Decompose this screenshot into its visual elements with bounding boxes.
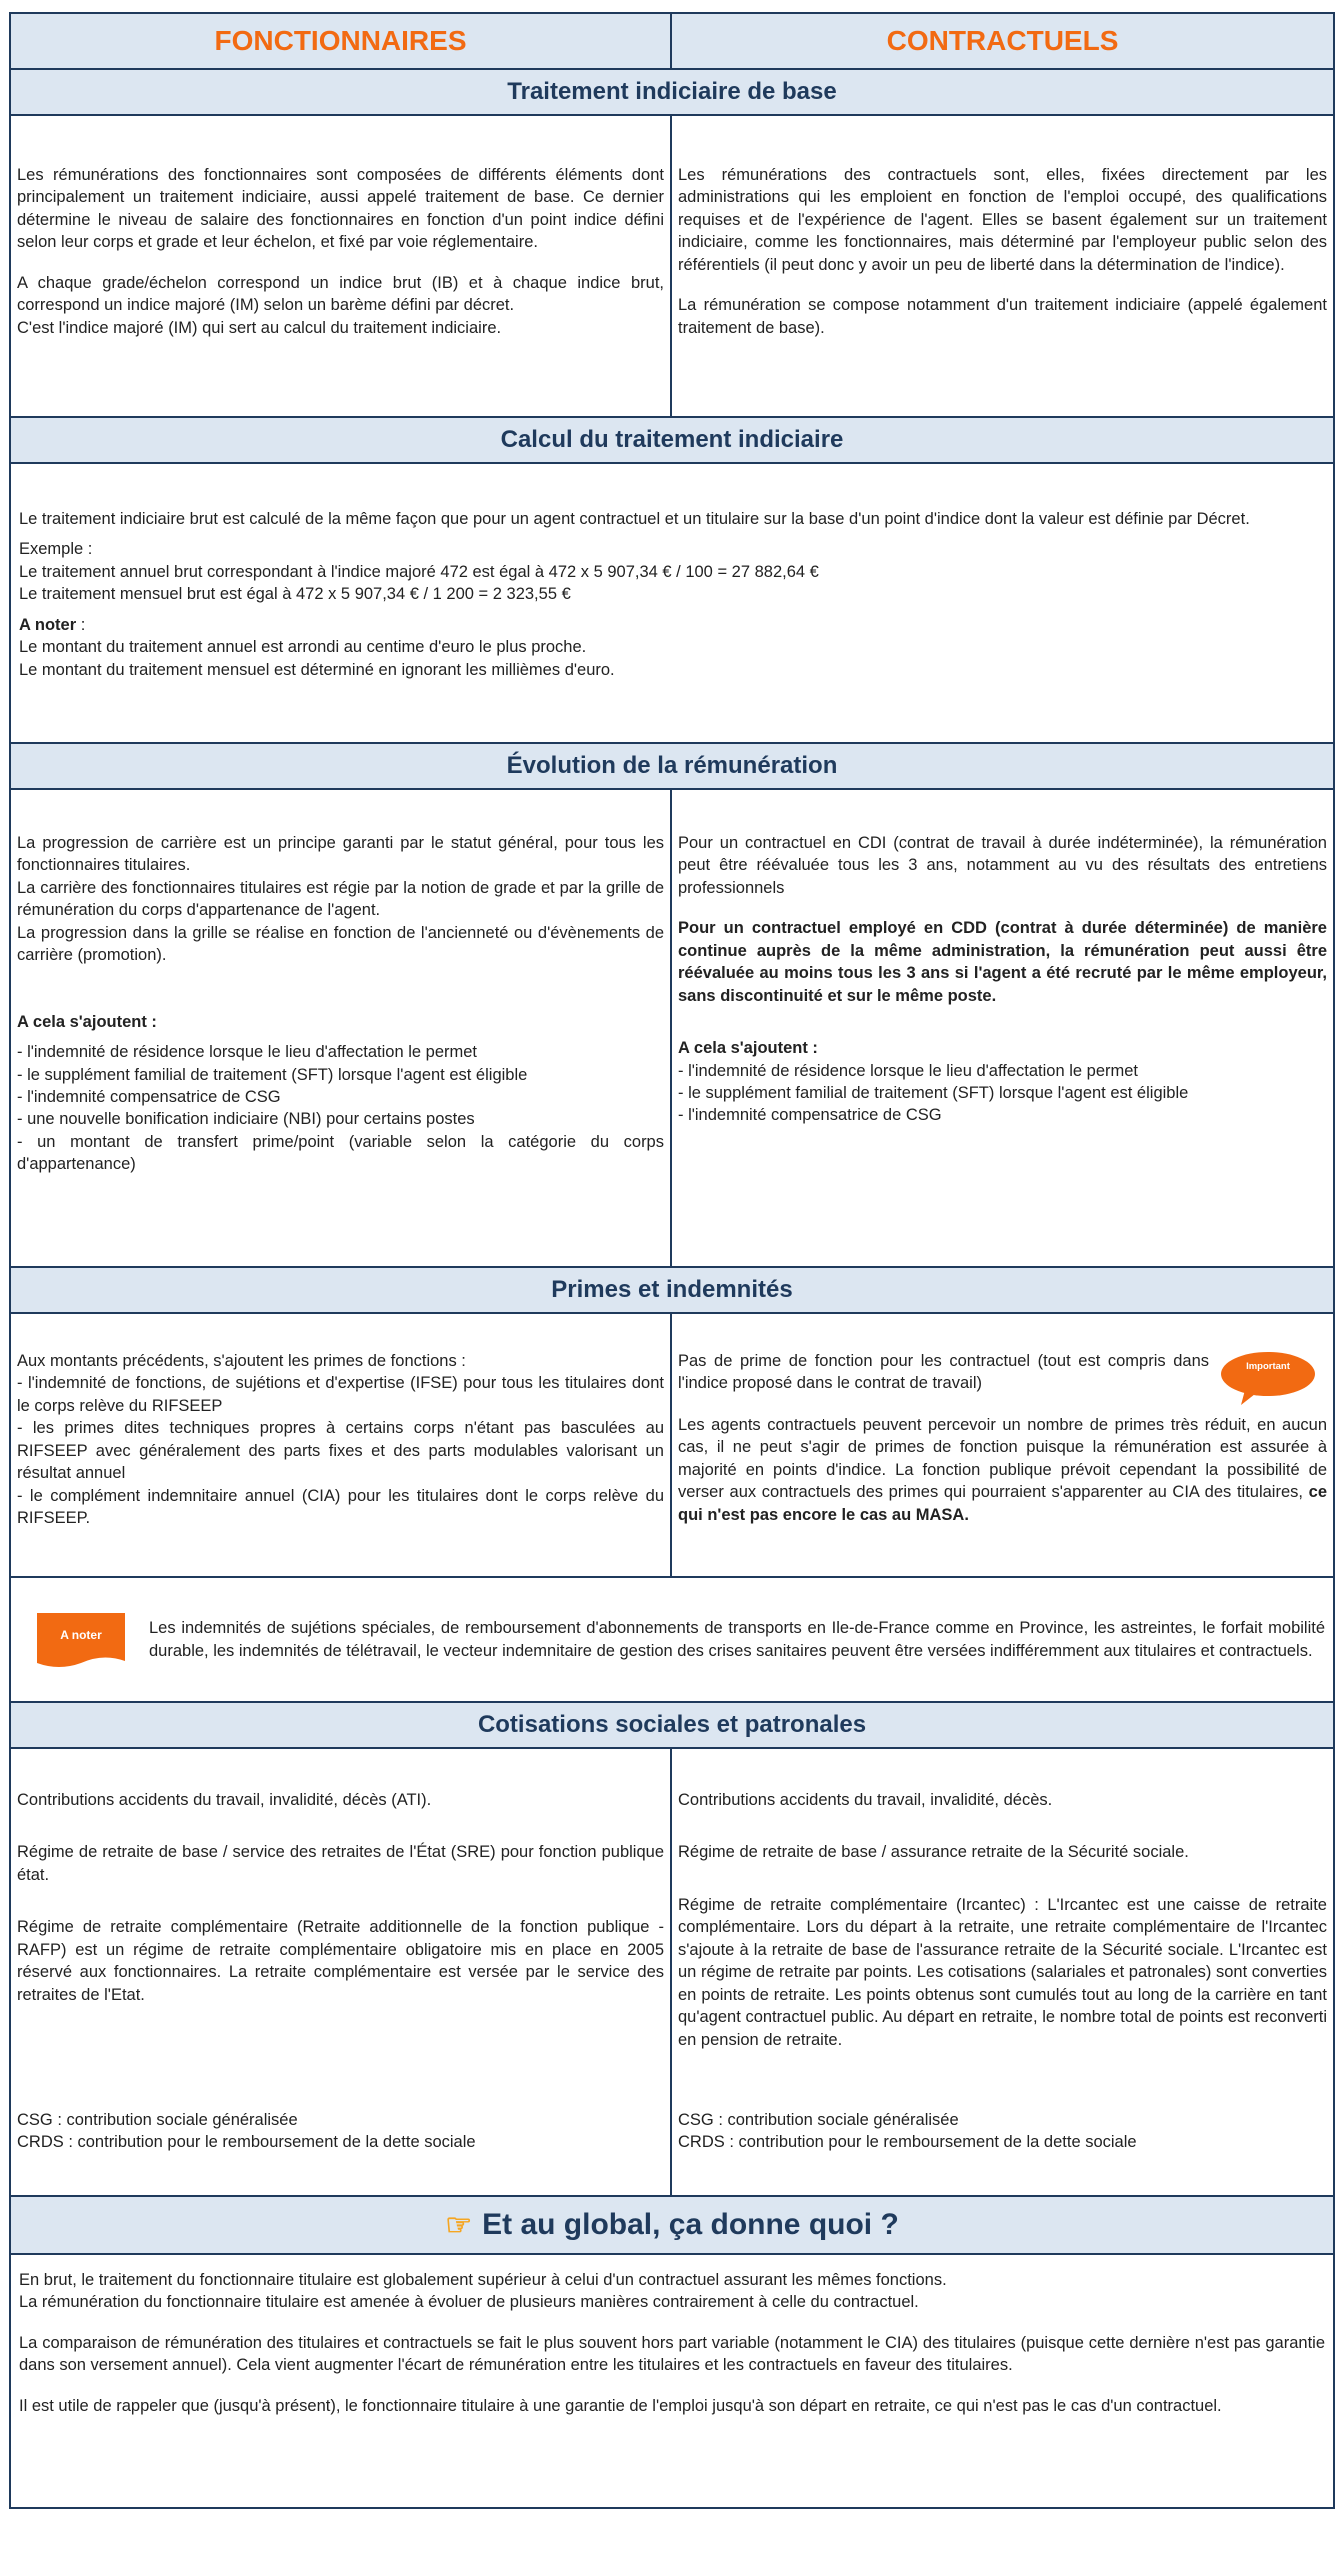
csg-line: CSG : contribution sociale généralisée [678, 2111, 959, 2129]
paragraph: La comparaison de rémunération des titulaires et contractuels se fait le plus souvent hors part variable (notamment le CIA) des titulaires (puisque cette dernière n'est pas garantie dans son versement annuel). Cela vient augmenter l'écart de rémunération entre les titulaires et les contractuels en faveur des titulaires. [19, 2333, 1325, 2375]
primes-left [11, 1314, 672, 1576]
cotisations-left [11, 1749, 672, 2195]
paragraph: Contributions accidents du travail, invalidité, décès. [678, 1791, 1053, 1809]
paragraph: En brut, le traitement du fonctionnaire titulaire est globalement supérieur à celui d'un contractuel assurant les mêmes fonctions. [19, 2271, 947, 2289]
example-line: Le traitement mensuel brut est égal à 472 x 5 907,34 € / 1 200 = 2 323,55 € [19, 585, 571, 604]
list-item: - le supplément familial de traitement (SFT) lorsque l'agent est éligible [17, 1065, 528, 1084]
paragraph: La rémunération se compose notamment d'un traitement indiciaire (appelé également traitement de base). [678, 296, 1327, 337]
note-banner-label: A noter [60, 1627, 102, 1642]
paragraph: La progression dans la grille se réalise en fonction de l'ancienneté ou d'évènements de carrière (promotion). [17, 923, 664, 965]
section-evolution-body [11, 790, 1333, 1266]
paragraph: Régime de retraite complémentaire (Ircantec) : L'Ircantec est une caisse de retraite complémentaire. Lors du départ à la retraite, une retraite complémentaire de l'Ircantec s'ajoute à la retraite de base de l'assurance retraite de la Sécurité sociale. L'Ircantec est un régime de retraite par points. Les cotisations (salariales et patronales) sont converties en points de retraite. Les points obtenus sont cumulés tout au long de la carrière en tant qu'agent contractuel public. Au départ en retraite, le nombre total de points est reconverti en pension de retraite. [678, 1895, 1327, 2049]
paragraph: Les rémunérations des contractuels sont, elles, fixées directement par les administrations qui les emploient en fonction de l'emploi occupé, des qualifications requises et de l'expérience de l'agent. Elles se basent également sur un traitement indiciaire, comme les fonctionnaires, mais déterminé par l'employeur public selon des référentiels (il peut donc y avoir un peu de liberté dans la détermination de l'indice). [678, 166, 1327, 274]
list-item: - une nouvelle bonification indiciaire (NBI) pour certains postes [17, 1110, 475, 1129]
example-line: Le traitement annuel brut correspondant à l'indice majoré 472 est égal à 472 x 5 907,34 € / 100 = 27 882,64 € [19, 562, 819, 581]
section-calcul-body [11, 464, 1333, 742]
paragraph: Pour un contractuel employé en CDD (contrat à durée déterminée) de manière continue auprès de la même administration, la rémunération peut aussi être réévaluée au moins tous les 3 ans si l'agent a été recruté par le même employeur, sans discontinuité et sur le même poste. [678, 919, 1327, 1005]
paragraph: Régime de retraite de base / service des retraites de l'État (SRE) pour fonction publique état. [17, 1843, 664, 1884]
section-global-body [11, 2255, 1333, 2507]
list-item: - l'indemnité compensatrice de CSG [678, 1106, 942, 1125]
add-heading-text: A cela s'ajoutent : [17, 1012, 157, 1031]
paragraph: Le traitement indiciaire brut est calculé de la même façon que pour un agent contractuel et un titulaire sur la base d'un point d'indice dont la valeur est définie par Décret. [19, 510, 1250, 528]
paragraph: Contributions accidents du travail, invalidité, décès (ATI). [17, 1791, 432, 1809]
cotisations-right-footer [678, 2109, 1327, 2154]
paragraph: La progression de carrière est un principe garanti par le statut général, pour tous les fonctionnaires titulaires. [17, 834, 664, 875]
paragraph: A chaque grade/échelon correspond un indice brut (IB) et à chaque indice brut, correspond un indice majoré (IM) selon un barème défini par décret. [17, 273, 664, 315]
list-item: - les primes dites techniques propres à certains corps n'étant pas basculées au RIFSEEP avec généralement des parts fixes et des parts modulables valorisant un résultat annuel [17, 1419, 664, 1483]
pointing-hand-icon: ☞ [445, 2209, 473, 2243]
section-title-calcul: Calcul du traitement indiciaire [11, 416, 1333, 464]
important-label: Important [1246, 1361, 1290, 1372]
traitement-right [672, 116, 1333, 416]
paragraph: C'est l'indice majoré (IM) qui sert au calcul du traitement indiciaire. [17, 318, 502, 337]
paragraph: La rémunération du fonctionnaire titulaire est amenée à évoluer de plusieurs manières contrairement à celle du contractuel. [19, 2293, 919, 2312]
paragraph [678, 1414, 1327, 1526]
note-line: Le montant du traitement annuel est arrondi au centime d'euro le plus proche. [19, 638, 587, 657]
paragraph: Aux montants précédents, s'ajoutent les primes de fonctions : [17, 1352, 466, 1370]
note-banner-shape [33, 1609, 129, 1671]
note-heading [19, 614, 1325, 636]
paragraph: La carrière des fonctionnaires titulaires est régie par la notion de grade et par la grille de rémunération du corps d'appartenance de l'agent. [17, 878, 664, 920]
paragraph: Pour un contractuel en CDI (contrat de travail à durée indéterminée), la rémunération peut être réévaluée tous les 3 ans, notamment au vu des résultats des entretiens professionnels [678, 834, 1327, 897]
evolution-right [672, 790, 1333, 1266]
section-traitement-body [11, 116, 1333, 416]
list-item: - le supplément familial de traitement (SFT) lorsque l'agent est éligible [678, 1083, 1189, 1102]
traitement-left [11, 116, 672, 416]
csg-line: CSG : contribution sociale généralisée [17, 2111, 298, 2129]
section-primes-body [11, 1314, 1333, 1576]
note-suffix: : [76, 615, 86, 634]
list-item: - l'indemnité de fonctions, de sujétions et d'expertise (IFSE) pour tous les titulaires dont le corps relève du RIFSEEP [17, 1374, 664, 1415]
add-heading [17, 1011, 664, 1033]
primes-right [672, 1314, 1333, 1576]
header-fonctionnaires: FONCTIONNAIRES [11, 14, 672, 68]
header-row [11, 14, 1333, 68]
example-label: Exemple : [19, 540, 93, 559]
evolution-left [11, 790, 672, 1266]
header-contractuels: CONTRACTUELS [672, 14, 1333, 68]
section-title-global [11, 2195, 1333, 2255]
note-text: Les indemnités de sujétions spéciales, de remboursement d'abonnements de transports en Ile-de-France comme en Province, les astreintes, le forfait mobilité durable, les indemnités de télétravail, le vecteur indemnitaire de gestion des crises sanitaires peuvent être versées indifféremment aux titulaires et contractuels. [149, 1619, 1325, 1660]
paragraph: Régime de retraite de base / assurance retraite de la Sécurité sociale. [678, 1843, 1189, 1862]
list-item: - un montant de transfert prime/point (variable selon la catégorie du corps d'appartenance) [17, 1132, 664, 1174]
list-item: - l'indemnité de résidence lorsque le lieu d'affectation le permet [678, 1061, 1139, 1080]
list-item: - l'indemnité compensatrice de CSG [17, 1087, 281, 1106]
cotisations-left-footer [17, 2109, 664, 2154]
section-title-primes: Primes et indemnités [11, 1266, 1333, 1314]
cotisations-right [672, 1749, 1333, 2195]
list-item: - l'indemnité de résidence lorsque le lieu d'affectation le permet [17, 1043, 478, 1062]
paragraph: Régime de retraite complémentaire (Retraite additionnelle de la fonction publique - RAFP) est un régime de retraite complémentaire obligatoire mis en place en 2005 réservé aux fonctionnaires. La retraite complémentaire est versée par le service des retraites de l'Etat. [17, 1918, 664, 2004]
section-cotisations-body [11, 1749, 1333, 2195]
note-line: Le montant du traitement mensuel est déterminé en ignorant les millièmes d'euro. [19, 660, 615, 679]
note-box [11, 1576, 1333, 1701]
paragraph-bold: ce qui n'est pas encore le cas au MASA. [678, 1483, 1328, 1524]
paragraph-text: Les agents contractuels peuvent percevoir un nombre de primes très réduit, en aucun cas, il ne peut s'agir de primes de fonction puisque la rémunération est assurée à majorité en points d'indice. La fonction publique prévoit cependant la possibilité de verser aux contractuels des primes qui pourraient s'apparenter au CIA des titulaires, [678, 1416, 1327, 1502]
crds-line: CRDS : contribution pour le remboursement de la dette sociale [678, 2133, 1137, 2152]
primes-right-top [678, 1350, 1327, 1406]
section-title-cotisations: Cotisations sociales et patronales [11, 1701, 1333, 1749]
crds-line: CRDS : contribution pour le remboursement de la dette sociale [17, 2133, 476, 2152]
paragraph: Il est utile de rappeler que (jusqu'à présent), le fonctionnaire titulaire à une garantie de l'emploi jusqu'à son départ en retraite, ce qui n'est pas le cas d'un contractuel. [19, 2396, 1222, 2415]
paragraph: Pas de prime de fonction pour les contractuel (tout est compris dans l'indice proposé dans le contrat de travail) [678, 1352, 1209, 1393]
add-heading-text: A cela s'ajoutent : [678, 1039, 818, 1058]
note-label: A noter [19, 615, 77, 634]
global-title-text: Et au global, ça donne quoi ? [482, 2208, 899, 2241]
section-title-evolution: Évolution de la rémunération [11, 742, 1333, 790]
add-heading [678, 1037, 1327, 1059]
paragraph: Les rémunérations des fonctionnaires sont composées de différents éléments dont principalement un traitement indiciaire, aussi appelé traitement de base. Ce dernier détermine le niveau de salaire des fonctionnaires en fonction d'un point indice défini selon leur corps et grade et leur échelon, et fixé par voie réglementaire. [17, 166, 664, 252]
speech-bubble-icon [1219, 1350, 1317, 1406]
section-title-traitement: Traitement indiciaire de base [11, 68, 1333, 116]
comparison-document [9, 12, 1335, 2509]
list-item: - le complément indemnitaire annuel (CIA) pour les titulaires dont le corps relève du RIFSEEP. [17, 1486, 664, 1528]
note-banner-icon [33, 1609, 129, 1671]
